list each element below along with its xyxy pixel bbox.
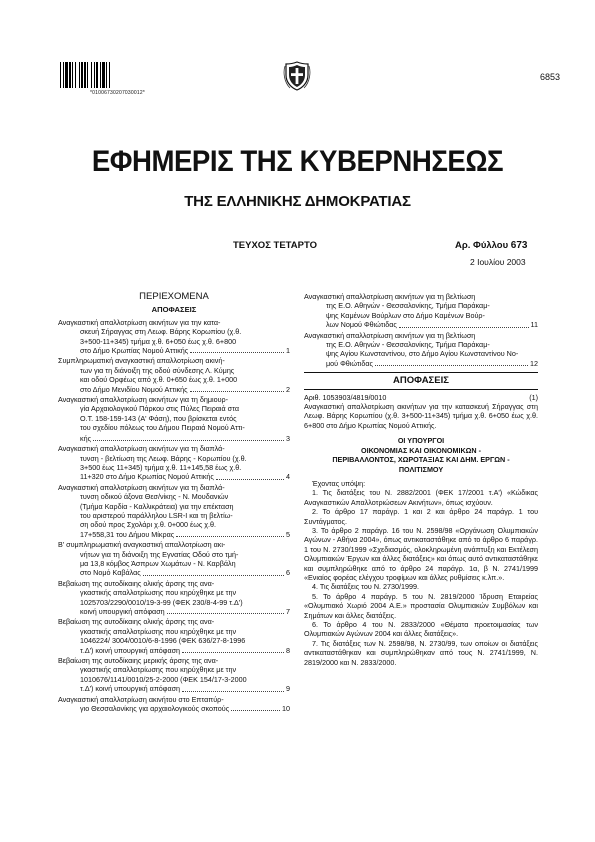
toc-entry-text: γκαστικής απαλλοτρίωσης που κηρύχθηκε με την [80,665,237,675]
greek-coat-of-arms-icon [283,60,311,92]
ministers-line-1: ΟΙ ΥΠΟΥΡΓΟΙ [397,436,445,446]
ministers-line-3: ΠΕΡΙΒΑΛΛΟΝΤΟΣ, ΧΩΡΟΤΑΞΙΑΣ ΚΑΙ ΔΗΜ. ΕΡΓΩΝ - [332,455,510,465]
toc-entry-last-line [58,568,290,577]
toc-entry-last-line [58,423,290,432]
toc-entry-text: στο Δήμο Κρωπίας Νομού Αττικής [80,346,189,356]
toc-entry-last-line [304,320,538,329]
toc-entry-text: Αναγκαστική απαλλοτρίωση ακινήτων για την κατα- [58,317,221,327]
toc-entry-text: 1025703/2290/0010/19-3-99 (ΦΕΚ 230/8-4-99 τ.Δ') [80,597,243,607]
toc-entry-text: του σχεδίου πόλεως του Δήμου Πειραιά Νομού Αττι- [80,423,245,433]
toc-entry-text: Αναγκαστική απαλλοτρίωση ακινήτων για τη διαπλά- [58,444,225,454]
toc-heading: ΠΕΡΙΕΧΟΜΕΝΑ [139,291,209,302]
toc-entry-text: Αναγκαστική απαλλοτρίωση ακινήτων για τη διαπλά- [58,482,225,492]
toc-entry-last-line [58,684,290,693]
dot-leader [216,479,284,480]
decision-reference [304,393,538,402]
toc-page-number: 7 [286,607,290,616]
toc-entry-text: Αναγκαστική απαλλοτρίωση ακινήτου στο Επταπύρ- [58,694,224,704]
toc-entry-text: Αναγκαστική απαλλοτρίωση ακινήτων για τη βελτίωση [304,330,476,340]
toc-entry-text: γία Αρχαιολογικού Πάρκου στις Πύλες Πειραιά στα [80,404,240,414]
table-of-contents [58,292,290,714]
legal-basis-paragraph: 7. Τις διατάξεις των Ν. 2598/98, Ν. 2730/99, των οποίων οι διατάξεις αντικαταστάθηκαν και συμπληρώθηκαν από τους Ν. 2741/1999, Ν. 2819/2000 και Ν. 2833/2000. [304,638,538,667]
decision-number: Αριθ. 1053903/4819/0010 [304,392,387,402]
toc-entry-last-line [58,704,290,713]
sheet-info [455,240,527,251]
toc-entry-text: στο Νομό Καβάλας [80,568,141,578]
toc-entry-text: τ.Δ') κοινή υπουργική απόφαση [80,645,181,655]
toc-entry-text: Ο.Τ. 158-159-143 (Α' Φάση), που βρίσκεται εντός [80,413,237,423]
legal-basis-paragraph: 6. Το άρθρο 4 του Ν. 2833/2000 «Θέματα προετοιμασίας των Ολυμπιακών Αγώνων 2004 και άλλες διατάξεις». [304,620,538,639]
toc-entry [58,444,290,482]
toc-page-number: 2 [286,384,290,394]
toc-entry [58,483,290,539]
page-number: 6853 [540,72,561,82]
toc-entry-last-line [304,359,538,368]
toc-entry [58,318,290,356]
toc-page-number: 6 [286,568,290,578]
toc-entry-last-line [58,434,290,443]
legal-basis-paragraph: 3. Το άρθρο 2 παράγρ. 16 του Ν. 2598/98 «Οργάνωση Ολυμπιακών Αγώνων - Αθήνα 2004», όπως αντικαταστάθηκε από το άρθρο 6 παράγρ. 1 του Ν. 2730/1999 «Σχεδιασμός, ολοκληρωμένη ανάπτυξη και Εκτέλεση Ολυμπιακών Έργων και άλλες διατάξεις» και όπως αυτό αντικαταστάθηκε και συμπληρώθηκε από το άρθρο 24 παράγρ. 1α, β Ν. 2741/1999 «Ενιαίος φορέας ελέγχου τροφίμων και άλλες ρυθμίσεις κ.λπ.». [304,525,538,582]
toc-page-number: 8 [286,645,290,655]
divider [304,389,538,390]
toc-entry-text: 11+320 στο Δήμο Κρωπίας Νομού Αττικής [80,472,214,482]
barcode-number: *01006730207030012* [90,90,145,96]
gazette-title: ΕΦΗΜΕΡΙΣ ΤΗΣ ΚΥΒΕΡΝΗΣΕΩΣ [91,145,504,178]
toc-entry-text: Συμπληρωματική αναγκαστική απαλλοτρίωση ακινή- [58,356,225,366]
dot-leader [190,352,284,353]
toc-entry-text: Βεβαίωση της αυτοδίκαιης ολικής άρσης της ανα- [58,617,215,627]
dot-leader [176,536,284,537]
toc-entry-text: της Ε.Ο. Αθηνών - Θεσσαλονίκης, Τμήμα Παράκαμ- [326,340,490,350]
decision-summary: Αναγκαστική απαλλοτρίωση ακινήτων για την κατασκευή Σήραγγας στη Λεωφ. Βάρης Κορωπίου (χ.θ. 3+500-11+345) τμήμα χ.θ. 6+050 έως χ.θ. 6+800 στο Δήμο Κρωπίας Νομού Αττικής. [304,402,538,430]
ministers-line-4: ΠΟΛΙΤΙΣΜΟΥ [398,464,444,474]
toc-page-number: 10 [282,704,290,714]
toc-entry-text: 1010676/1141/0010/25-2-2000 (ΦΕΚ 154/17-3-2000 [80,674,247,684]
decisions-heading: ΑΠΟΦΑΣΕΙΣ [393,375,449,387]
toc-entry-text: και οδού Ορφέως από χ.θ. 0+650 έως χ.θ. 1+000 [80,375,238,385]
toc-entry-text: γκαστικής απαλλοτρίωσης που κηρύχθηκε με την [80,588,237,598]
toc-entry-text: γκαστικής απαλλοτρίωσης που κηρύχθηκε με την [80,626,237,636]
legal-basis-paragraphs [304,488,538,667]
sheet-label: Αρ. Φύλλου [455,240,509,251]
toc-entry-text: στο Δήμο Μενιδίου Νομού Αττικής [80,384,188,394]
toc-entry-text: της Ε.Ο. Αθηνών - Θεσσαλονίκης, Τμήμα Παράκαμ- [326,301,490,311]
gazette-subtitle: ΤΗΣ ΕΛΛΗΝΙΚΗΣ ΔΗΜΟΚΡΑΤΙΑΣ [184,193,411,210]
dot-leader [399,327,529,328]
toc-page-number: 5 [286,529,290,539]
toc-entry-text: σκευή Σήραγγας στη Λεωφ. Βάρης Κορωπίου (χ.θ. [80,327,242,337]
toc-entry [304,331,538,369]
dot-leader [182,691,284,692]
toc-entry-text: κής [80,433,92,443]
toc-entry-text: των για τη διάνοιξη της οδού σύνδεσης Λ. Κύμης [80,365,235,375]
toc-entry-text: λων Νομού Φθιώτιδας [326,320,397,330]
toc-entry-text: Αναγκαστική απαλλοτρίωση ακινήτων για τη βελτίωση [304,292,476,301]
toc-entry [304,292,538,330]
toc-page-number: 11 [530,320,538,330]
right-column [304,292,538,667]
toc-entry [58,540,290,578]
dot-leader [182,652,284,653]
toc-page-number: 9 [286,684,290,694]
toc-page-number: 4 [286,472,290,482]
toc-entry [58,579,290,617]
toc-entry-text: του αριστερού παράλληλου LSR-I και τη βελτίω- [80,510,233,520]
toc-entry-text: Αναγκαστική απαλλοτρίωση ακινήτων για τη δημιουρ- [58,395,229,405]
toc-entry-text: (Τμήμα Καρδία - Καλλικράτεια) για την επέκταση [80,501,234,511]
toc-entry-text: ση οδού προς Σχολάρι χ.θ. 0+000 έως χ.θ. [80,520,217,530]
toc-entry-last-line [58,385,290,394]
toc-entry-text: Β' συμπληρωματική αναγκαστική απαλλοτρίωση ακι- [58,540,226,550]
toc-list-continued [304,292,538,368]
issue-type: ΤΕΥΧΟΣ ΤΕΤΑΡΤΟ [233,240,317,251]
toc-entry-text: τυνση οδικού άξονα Θεσ/νίκης - Ν. Μουδανιών [80,492,229,502]
legal-basis-paragraph: 1. Τις διατάξεις του Ν. 2882/2001 (ΦΕΚ 17/2001 τ.Α') «Κώδικας Αναγκαστικών Απαλλοτριώσεων Ακινήτων», όπως ισχύουν. [304,488,538,507]
legal-basis-paragraph: 5. Το άρθρο 4 παράγρ. 5 του Ν. 2819/2000 Ίδρυση Εταιρείας «Ολυμπιακό Χωριό 2004 Α.Ε.» προστασία Ολυμπιακών Συμβόλων και Σημάτων και άλλες διατάξεις. [304,591,538,620]
legal-basis-paragraph: 2. Το άρθρο 17 παράγρ. 1 και 2 και άρθρο 24 παράγρ. 1 του Συντάγματος. [304,507,538,526]
toc-entry [58,656,290,694]
toc-entry-last-line [58,646,290,655]
dot-leader [231,710,280,711]
toc-entry-text: τυνση - βελτίωση της Λεωφ. Βάρης - Κορωπίου (χ.θ. [80,453,247,463]
toc-page-number: 3 [286,433,290,443]
toc-entry-text: 3+500-11+345) τμήμα χ.θ. 6+050 έως χ.θ. 6+800 [80,336,237,346]
toc-entry-last-line [58,607,290,616]
toc-entry-text: 1046224/ 3004/0010/6-8-1996 (ΦΕΚ 636/27-8-1996 [80,636,246,646]
dot-leader [167,613,284,614]
ministers-line-2: ΟΙΚΟΝΟΜΙΑΣ ΚΑΙ ΟΙΚΟΝΟΜΙΚΩΝ - [360,445,482,455]
toc-entry-text: κοινή υπουργική απόφαση [80,607,165,616]
dot-leader [143,575,284,576]
toc-entry-text: 3+500 έως 11+345) τμήμα χ.θ. 11+145,58 έως χ.θ. [80,462,242,472]
issue-date: 2 Ιουλίου 2003 [470,257,526,267]
toc-entry-text: μα 13,8 κόμβος Άσπρων Χωμάτων - Ν. Καρβάλη [80,558,236,568]
legal-basis-paragraph: 4. Τις διατάξεις του Ν. 2730/1999. [312,582,419,592]
toc-entry [58,395,290,433]
toc-entry [58,695,290,714]
toc-page-number: 12 [530,358,538,368]
toc-entry [58,356,290,394]
toc-entry-text: γιο Θεσσαλονίκης για αρχαιολογικούς σκοπούς [80,704,230,714]
toc-entry-last-line [58,346,290,355]
toc-entry-last-line [58,472,290,481]
toc-entry-text: τ.Δ') κοινή υπουργική απόφαση [80,684,181,694]
having-regard: Έχοντας υπόψη: [312,478,366,488]
sheet-number: 673 [510,240,528,251]
toc-entry [58,434,290,443]
dot-leader [190,391,284,392]
toc-entry-text: ψης Καμένων Βούρλων στο Δήμο Καμένων Βούρ- [326,310,485,320]
toc-list [58,318,290,714]
dot-leader [375,365,528,366]
divider [304,372,538,373]
barcode [60,62,130,92]
toc-entry-text: 17+558,31 του Δήμου Μίκρας [80,529,175,539]
toc-entry-text: νήτων για τη διάνοιξη της Εγνατίας Οδού στο τμή- [80,549,239,559]
toc-entry [58,617,290,655]
decision-index: (1) [529,392,538,402]
toc-entry-text: Βεβαίωση της αυτοδίκαιης ολικής άρσης της ανα- [58,578,215,588]
dot-leader [93,440,284,441]
toc-page-number: 1 [286,346,290,356]
toc-section-heading: ΑΠΟΦΑΣΕΙΣ [151,305,197,315]
toc-entry-text: μού Φθιώτιδας [326,358,373,368]
toc-entry-text: ψης Αγίου Κωνσταντίνου, στο Δήμο Αγίου Κωνσταντίνου Νο- [326,349,519,359]
toc-entry-text: Βεβαίωση της αυτοδίκαιης μερικής άρσης της ανα- [58,656,219,666]
toc-entry-last-line [58,530,290,539]
